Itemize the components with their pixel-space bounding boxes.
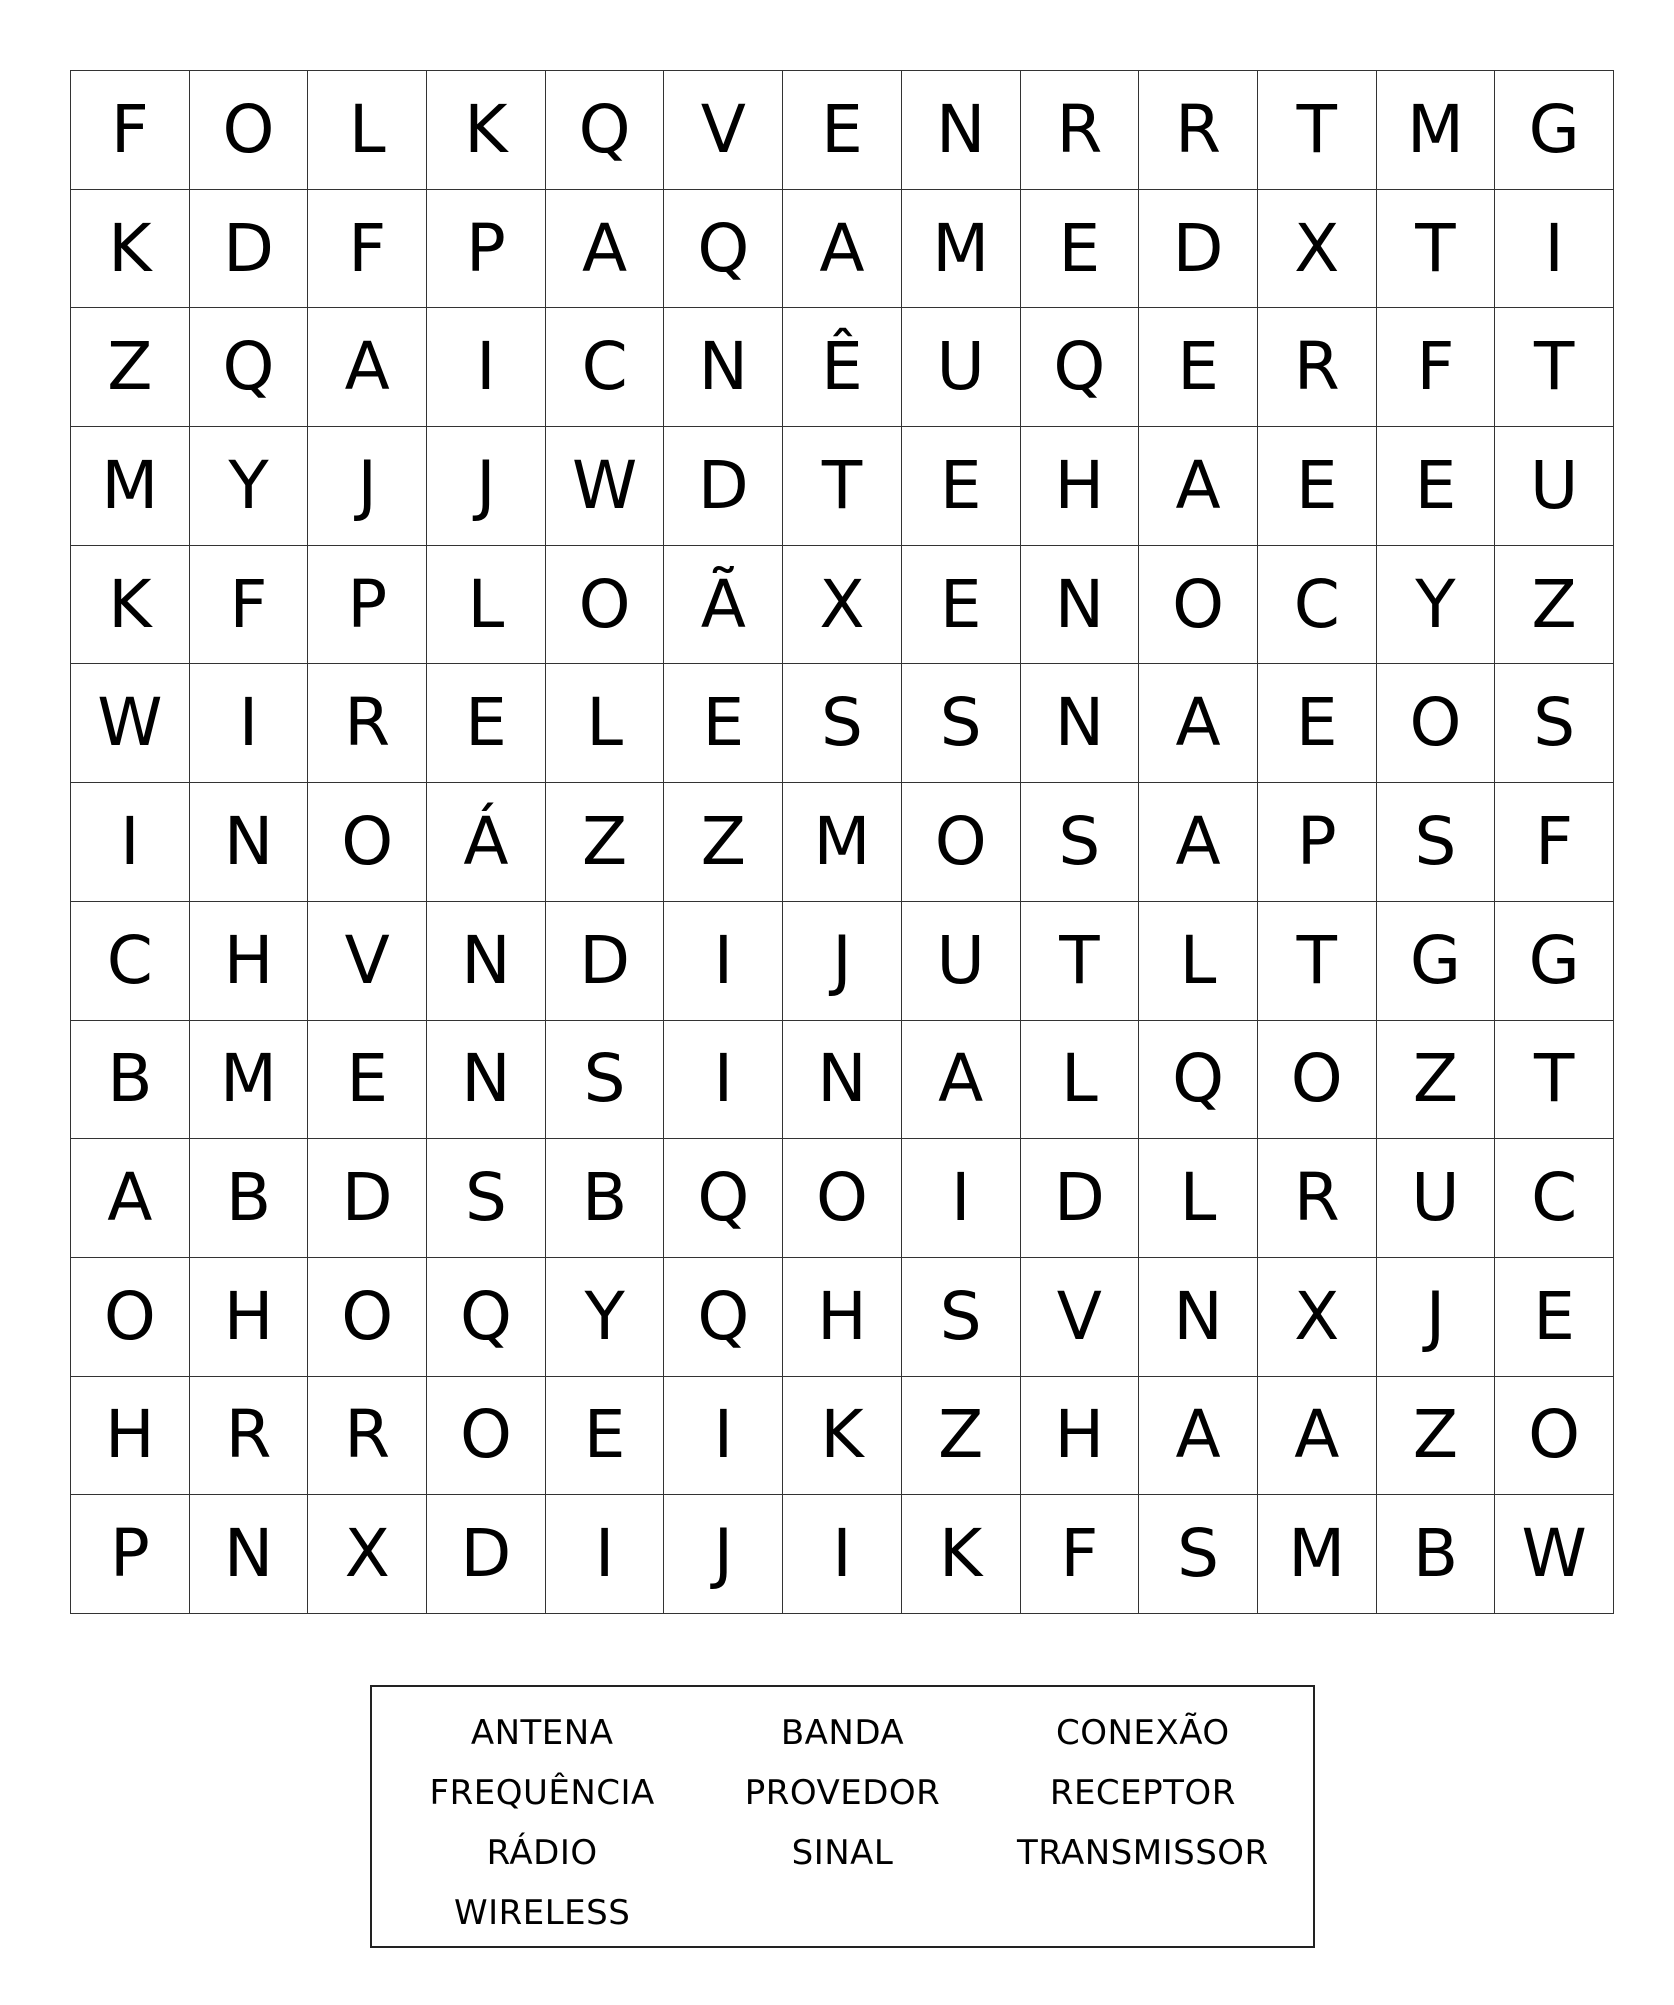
grid-cell[interactable]: N [1021,546,1140,665]
grid-cell[interactable]: A [546,190,665,309]
grid-cell[interactable]: D [308,1139,427,1258]
grid-cell[interactable]: D [664,427,783,546]
word-list-item: SINAL [791,1833,894,1873]
grid-cell[interactable]: Q [1139,1021,1258,1140]
grid-cell[interactable]: O [1139,546,1258,665]
grid-cell[interactable]: L [308,71,427,190]
grid-cell[interactable]: K [783,1377,902,1496]
grid-cell[interactable]: N [190,1495,309,1614]
grid-cell[interactable]: E [783,71,902,190]
grid-cell[interactable]: E [1258,427,1377,546]
grid-cell[interactable]: B [546,1139,665,1258]
grid-cell[interactable]: Á [427,783,546,902]
grid-cell[interactable]: Z [664,783,783,902]
grid-cell[interactable]: O [783,1139,902,1258]
grid-cell[interactable]: Q [664,1258,783,1377]
grid-cell[interactable]: D [1139,190,1258,309]
grid-cell[interactable]: A [1139,664,1258,783]
grid-cell[interactable]: E [902,546,1021,665]
word-list-item: PROVEDOR [744,1773,941,1813]
grid-cell[interactable]: Q [190,308,309,427]
grid-cell[interactable]: E [664,664,783,783]
grid-cell[interactable]: U [1377,1139,1496,1258]
grid-cell[interactable]: T [1495,308,1614,427]
word-list-item: WIRELESS [453,1893,631,1933]
grid-cell[interactable]: M [902,190,1021,309]
grid-cell[interactable]: S [783,664,902,783]
grid-cell[interactable]: H [190,902,309,1021]
grid-cell[interactable]: G [1377,902,1496,1021]
grid-cell[interactable]: X [783,546,902,665]
grid-cell[interactable]: X [308,1495,427,1614]
grid-cell[interactable]: I [664,1021,783,1140]
grid-cell[interactable]: T [1258,902,1377,1021]
grid-cell[interactable]: E [1377,427,1496,546]
grid-cell[interactable]: X [1258,1258,1377,1377]
grid-cell[interactable]: S [427,1139,546,1258]
grid-cell[interactable]: I [190,664,309,783]
grid-cell[interactable]: Y [190,427,309,546]
grid-cell[interactable]: J [783,902,902,1021]
grid-cell[interactable]: H [1021,1377,1140,1496]
grid-cell[interactable]: Z [546,783,665,902]
grid-cell[interactable]: O [71,1258,190,1377]
grid-cell[interactable]: D [190,190,309,309]
grid-cell[interactable]: L [1021,1021,1140,1140]
grid-cell[interactable]: A [902,1021,1021,1140]
grid-cell[interactable]: Q [664,1139,783,1258]
word-list-item: RÁDIO [486,1833,598,1873]
grid-cell[interactable]: O [1377,664,1496,783]
grid-cell[interactable]: V [664,71,783,190]
grid-cell[interactable]: Y [546,1258,665,1377]
grid-cell[interactable]: M [71,427,190,546]
grid-cell[interactable]: L [546,664,665,783]
grid-cell[interactable]: T [1258,71,1377,190]
grid-cell[interactable]: N [783,1021,902,1140]
grid-cell[interactable]: U [902,308,1021,427]
grid-cell[interactable]: X [1258,190,1377,309]
grid-cell[interactable]: C [546,308,665,427]
grid-cell[interactable]: A [1139,783,1258,902]
grid-cell[interactable]: N [902,71,1021,190]
grid-cell[interactable]: A [71,1139,190,1258]
grid-cell[interactable]: I [664,1377,783,1496]
grid-cell[interactable]: J [427,427,546,546]
grid-cell[interactable]: G [1495,902,1614,1021]
grid-cell[interactable]: F [1495,783,1614,902]
grid-cell[interactable]: S [902,664,1021,783]
grid-cell[interactable]: E [308,1021,427,1140]
word-list-item: BANDA [780,1713,905,1753]
grid-cell[interactable]: P [427,190,546,309]
grid-cell[interactable]: N [427,1021,546,1140]
grid-cell[interactable]: N [190,783,309,902]
grid-cell[interactable]: L [427,546,546,665]
grid-cell[interactable]: R [1139,71,1258,190]
grid-cell[interactable]: P [1258,783,1377,902]
grid-cell[interactable]: J [1377,1258,1496,1377]
grid-cell[interactable]: Z [1495,546,1614,665]
grid-cell[interactable]: B [1377,1495,1496,1614]
grid-cell[interactable]: Ê [783,308,902,427]
grid-cell[interactable]: Z [902,1377,1021,1496]
grid-cell[interactable]: D [1021,1139,1140,1258]
grid-cell[interactable]: O [427,1377,546,1496]
grid-cell[interactable]: Z [71,308,190,427]
word-list-item: FREQUÊNCIA [429,1773,655,1813]
grid-cell[interactable]: F [1377,308,1496,427]
grid-cell[interactable]: B [190,1139,309,1258]
grid-cell[interactable]: R [308,1377,427,1496]
grid-cell[interactable]: C [1258,546,1377,665]
word-search-grid [70,70,1614,1614]
grid-cell[interactable]: O [546,546,665,665]
grid-cell[interactable]: I [783,1495,902,1614]
grid-cell[interactable]: W [71,664,190,783]
grid-cell[interactable]: K [71,546,190,665]
word-list-item: RECEPTOR [1049,1773,1236,1813]
grid-cell[interactable]: A [1258,1377,1377,1496]
word-list [370,1685,1315,1948]
grid-cell[interactable]: S [1495,664,1614,783]
grid-cell[interactable]: H [783,1258,902,1377]
grid-cell[interactable]: M [783,783,902,902]
grid-cell[interactable]: E [427,664,546,783]
grid-cell[interactable]: V [308,902,427,1021]
grid-cell[interactable]: S [902,1258,1021,1377]
grid-cell[interactable]: N [1139,1258,1258,1377]
word-list-item: TRANSMISSOR [1016,1833,1269,1873]
grid-cell[interactable]: T [1377,190,1496,309]
grid-cell[interactable]: N [427,902,546,1021]
grid-cell[interactable]: R [190,1377,309,1496]
grid-cell[interactable]: L [1139,1139,1258,1258]
grid-cell[interactable]: O [308,1258,427,1377]
grid-cell[interactable]: O [308,783,427,902]
grid-cell[interactable]: O [190,71,309,190]
grid-cell[interactable]: E [1139,308,1258,427]
grid-cell[interactable]: K [902,1495,1021,1614]
grid-cell[interactable]: I [664,902,783,1021]
grid-cell[interactable]: M [1258,1495,1377,1614]
grid-cell[interactable]: Q [427,1258,546,1377]
grid-cell[interactable]: E [902,427,1021,546]
grid-cell[interactable]: Q [546,71,665,190]
grid-cell[interactable]: R [308,664,427,783]
grid-cell[interactable]: H [71,1377,190,1496]
grid-cell[interactable]: I [902,1139,1021,1258]
grid-cell[interactable]: N [664,308,783,427]
grid-cell[interactable]: R [1258,308,1377,427]
grid-cell[interactable]: K [71,190,190,309]
grid-cell[interactable]: W [1495,1495,1614,1614]
word-list-item: ANTENA [470,1713,614,1753]
grid-cell[interactable]: T [1495,1021,1614,1140]
grid-cell[interactable]: H [190,1258,309,1377]
grid-cell[interactable]: M [190,1021,309,1140]
grid-cell[interactable]: Z [1377,1021,1496,1140]
grid-cell[interactable]: V [1021,1258,1140,1377]
grid-cell[interactable]: S [546,1021,665,1140]
grid-cell[interactable]: H [1021,427,1140,546]
grid-cell[interactable]: Y [1377,546,1496,665]
grid-cell[interactable]: A [1139,1377,1258,1496]
grid-cell[interactable]: O [902,783,1021,902]
grid-cell[interactable]: Z [1377,1377,1496,1496]
grid-cell[interactable]: I [71,783,190,902]
grid-cell[interactable]: U [1495,427,1614,546]
grid-cell[interactable]: F [1021,1495,1140,1614]
grid-cell[interactable]: S [1021,783,1140,902]
grid-cell[interactable]: F [308,190,427,309]
grid-cell[interactable]: Q [664,190,783,309]
grid-cell[interactable]: P [308,546,427,665]
grid-cell[interactable]: E [1021,190,1140,309]
grid-cell[interactable]: F [71,71,190,190]
grid-cell[interactable]: N [1021,664,1140,783]
grid-cell[interactable]: M [1377,71,1496,190]
grid-cell[interactable]: T [783,427,902,546]
grid-cell[interactable]: Ã [664,546,783,665]
grid-cell[interactable]: J [664,1495,783,1614]
grid-cell[interactable]: G [1495,71,1614,190]
grid-cell[interactable]: E [1495,1258,1614,1377]
grid-cell[interactable]: I [427,308,546,427]
grid-cell[interactable]: A [308,308,427,427]
grid-cell[interactable]: F [190,546,309,665]
grid-cell[interactable]: O [1495,1377,1614,1496]
grid-cell[interactable]: S [1139,1495,1258,1614]
grid-cell[interactable]: E [1258,664,1377,783]
grid-cell[interactable]: E [546,1377,665,1496]
grid-cell[interactable]: B [71,1021,190,1140]
grid-cell[interactable]: I [1495,190,1614,309]
grid-cell[interactable]: R [1021,71,1140,190]
grid-cell[interactable]: T [1021,902,1140,1021]
grid-cell[interactable]: K [427,71,546,190]
grid-cell[interactable]: R [1258,1139,1377,1258]
grid-cell[interactable]: A [783,190,902,309]
grid-cell[interactable]: J [308,427,427,546]
grid-cell[interactable]: P [71,1495,190,1614]
grid-cell[interactable]: W [546,427,665,546]
grid-cell[interactable]: D [546,902,665,1021]
grid-cell[interactable]: O [1258,1021,1377,1140]
grid-cell[interactable]: L [1139,902,1258,1021]
grid-cell[interactable]: I [546,1495,665,1614]
word-list-item: CONEXÃO [1056,1713,1230,1753]
grid-cell[interactable]: A [1139,427,1258,546]
grid-cell[interactable]: S [1377,783,1496,902]
grid-cell[interactable]: C [1495,1139,1614,1258]
grid-cell[interactable]: Q [1021,308,1140,427]
grid-cell[interactable]: D [427,1495,546,1614]
grid-cell[interactable]: C [71,902,190,1021]
grid-cell[interactable]: U [902,902,1021,1021]
